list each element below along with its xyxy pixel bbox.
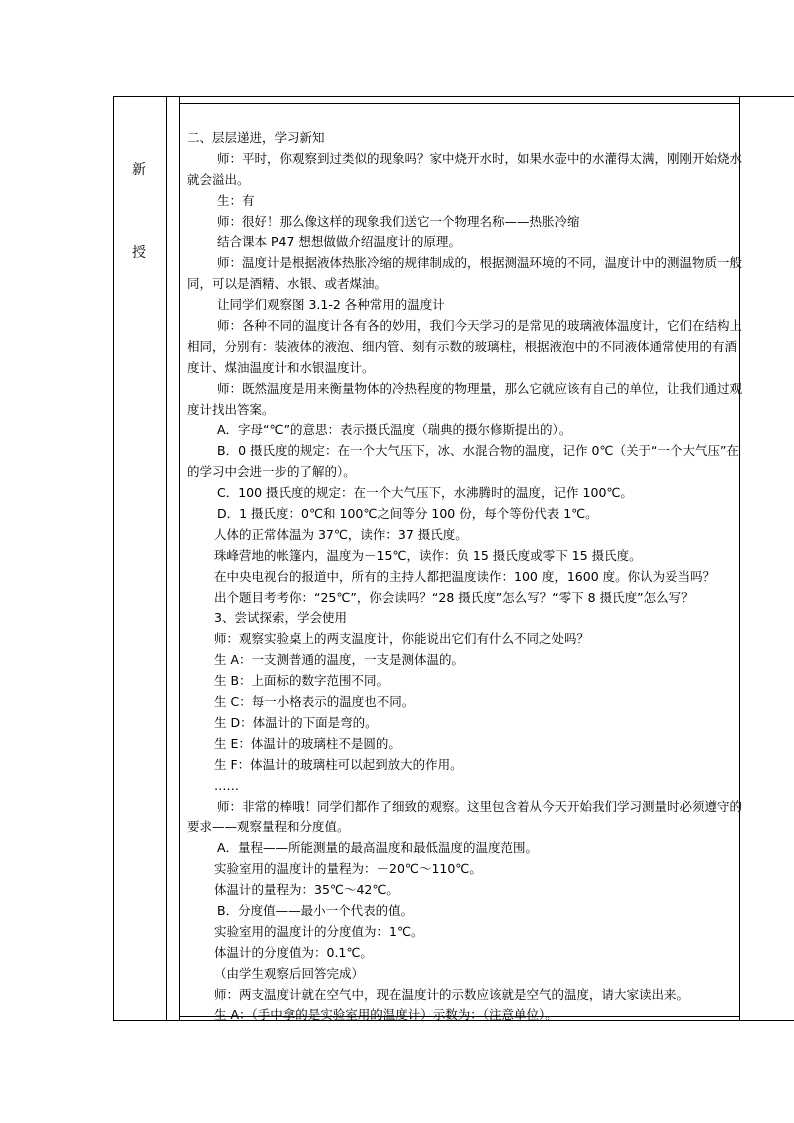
text-line: 体温计的量程为：35℃～42℃。 bbox=[214, 882, 399, 898]
text-line: 度计、煤油温度计和水银温度计。 bbox=[187, 359, 375, 375]
text-line: 让同学们观察图 3.1-2 各种常用的温度计 bbox=[217, 297, 445, 313]
text-line: 实验室用的温度计的量程为：－20℃～110℃。 bbox=[214, 861, 482, 877]
text-line: 师：既然温度是用来衡量物体的冷热程度的物理量，那么它就应该有自己的单位，让我们通过观 bbox=[217, 380, 743, 396]
section-label-char-1: 新 bbox=[132, 162, 146, 178]
text-line: 实验室用的温度计的分度值为：1℃。 bbox=[214, 923, 424, 939]
text-line: 师：平时，你观察到过类似的现象吗？家中烧开水时，如果水壶中的水灌得太满，刚刚开始烧水 bbox=[217, 150, 743, 166]
text-line: A．字母“℃”的意思：表示摄氏温度（瑞典的摄尔修斯提出的）。 bbox=[217, 422, 572, 438]
text-line: 生 F：体温计的玻璃柱可以起到放大的作用。 bbox=[214, 756, 463, 772]
text-line: 师：温度计是根据液体热胀冷缩的规律制成的，根据测温环境的不同，温度计中的测温物质一般 bbox=[217, 255, 743, 271]
text-line: A．量程——所能测量的最高温度和最低温度的温度范围。 bbox=[217, 840, 539, 856]
text-line: 结合课本 P47 想想做做介绍温度计的原理。 bbox=[217, 234, 461, 250]
text-line: 生 A：一支测普通的温度，一支是测体温的。 bbox=[214, 652, 465, 668]
text-line: 师：两支温度计就在空气中，现在温度计的示数应该就是空气的温度，请大家读出来。 bbox=[214, 986, 690, 1002]
text-line: 就会溢出。 bbox=[187, 171, 250, 187]
text-line: 珠峰营地的帐篷内，温度为－15℃，读作：负 15 摄氏度或零下 15 摄氏度。 bbox=[214, 547, 642, 563]
text-line: 出个题目考考你：“25℃”，你会读吗？“28 摄氏度”怎么写？“零下 8 摄氏度”怎么写？ bbox=[214, 589, 694, 605]
text-line: 在中央电视台的报道中，所有的主持人都把温度读作：100 度，1600 度。你认为妥当吗？ bbox=[214, 568, 716, 584]
text-line: B．0 摄氏度的规定：在一个大气压下，冰、水混合物的温度，记作 0℃（关于“一个大气压”在 bbox=[217, 443, 739, 459]
text-line: 师：很好！那么像这样的现象我们送它一个物理名称——热胀冷缩 bbox=[217, 213, 580, 229]
text-line: 生 D：体温计的下面是弯的。 bbox=[214, 714, 378, 730]
text-line: 生 C：每一小格表示的温度也不同。 bbox=[214, 694, 415, 710]
text-line: B．分度值——最小一个代表的值。 bbox=[217, 902, 414, 918]
column-divider-outer bbox=[166, 96, 167, 1021]
lesson-text-body bbox=[187, 128, 794, 1026]
text-line: 同，可以是酒精、水银、或者煤油。 bbox=[187, 276, 388, 292]
section-label-char-2: 授 bbox=[132, 245, 146, 261]
text-line: 度计找出答案。 bbox=[187, 401, 275, 417]
text-line: 生 E：体温计的玻璃柱不是圆的。 bbox=[214, 735, 401, 751]
text-line: 生 A：（手中拿的是实验室用的温度计）示数为：（注意单位）。 bbox=[214, 1007, 558, 1023]
text-line: 相同，分别有：装液体的液泡、细内管、刻有示数的玻璃柱，根据液泡中的不同液体通常使用的有酒 bbox=[187, 338, 738, 354]
text-line: （由学生观察后回答完成） bbox=[214, 965, 365, 981]
table-top-border bbox=[113, 96, 794, 97]
text-line: C．100 摄氏度的规定：在一个大气压下，水沸腾时的温度，记作 100℃。 bbox=[217, 485, 633, 501]
text-line: 师：观察实验桌上的两支温度计，你能说出它们有什么不同之处吗？ bbox=[214, 631, 590, 647]
text-line: …… bbox=[214, 777, 239, 793]
text-line: 要求——观察量程和分度值。 bbox=[187, 819, 350, 835]
text-line: D．1 摄氏度：0℃和 100℃之间等分 100 份，每个等份代表 1℃。 bbox=[217, 506, 598, 522]
text-line: 人体的正常体温为 37℃，读作：37 摄氏度。 bbox=[214, 526, 468, 542]
inner-box-left-border bbox=[179, 96, 180, 1021]
text-line: 体温计的分度值为：0.1℃。 bbox=[214, 944, 373, 960]
text-line: 师：非常的棒哦！同学们都作了细致的观察。这里包含着从今天开始我们学习测量时必须遵守的 bbox=[217, 798, 743, 814]
text-line: 生：有 bbox=[217, 192, 255, 208]
text-line: 3、尝试探索，学会使用 bbox=[214, 610, 347, 626]
table-left-border bbox=[113, 96, 114, 1021]
text-line: 师：各种不同的温度计各有各的妙用，我们今天学习的是常见的玻璃液体温度计，它们在结构上 bbox=[217, 318, 743, 334]
inner-box-top-border bbox=[179, 103, 740, 104]
text-line: 生 B：上面标的数字范围不同。 bbox=[214, 673, 390, 689]
text-line: 的学习中会进一步的了解的）。 bbox=[187, 464, 356, 480]
text-line: 二、层层递进，学习新知 bbox=[187, 130, 325, 145]
